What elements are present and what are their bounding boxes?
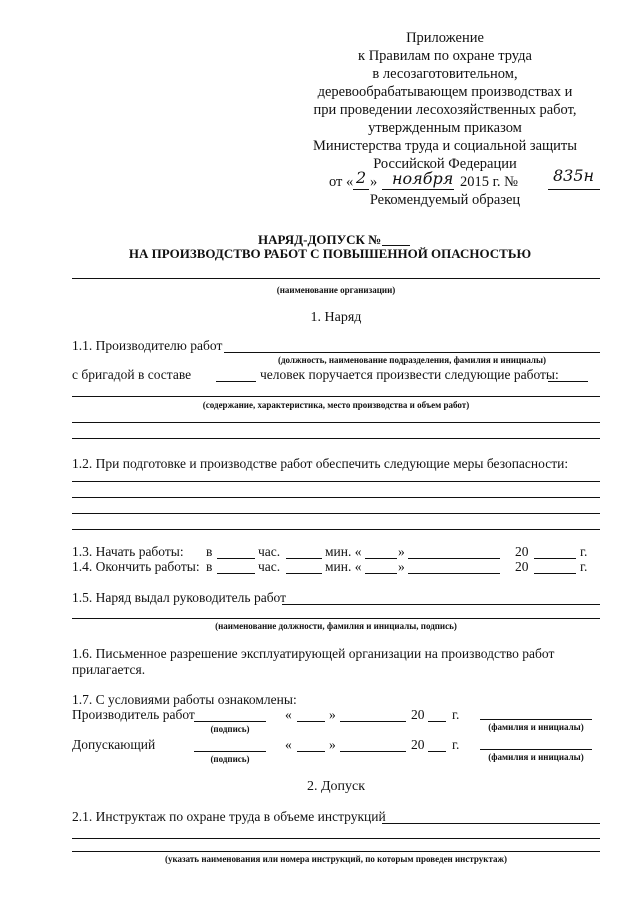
start-year-line <box>534 558 576 559</box>
end-hours-line <box>217 573 255 574</box>
start-day-close: » <box>398 544 405 559</box>
appendix-line-4: деревообрабатывающем производствах и <box>317 84 573 100</box>
end-minutes-label: мин. « <box>325 559 362 574</box>
start-hours-line <box>217 558 255 559</box>
admitter-date-open: « <box>285 737 292 752</box>
item-1-6-line-2: прилагается. <box>72 662 146 677</box>
works-line-3 <box>72 438 600 439</box>
item-1-1-label: 1.1. Производителю работ <box>72 338 223 353</box>
appendix-date-day-line <box>353 189 369 190</box>
safety-line-4 <box>72 529 600 530</box>
admitter-year-label: 20 <box>411 737 425 752</box>
producer-details-caption: (должность, наименование подразделения, фамилия и инициалы) <box>278 355 546 365</box>
admitter-name-line <box>480 749 592 750</box>
appendix-order-number: 835н <box>553 166 595 185</box>
end-year-label: 20 <box>515 559 529 574</box>
appendix-line-8: Российской Федерации <box>373 156 517 172</box>
start-year-label: 20 <box>515 544 529 559</box>
brigade-works-line <box>548 381 588 382</box>
appendix-line-6: утвержденным приказом <box>368 120 522 136</box>
title-line-1: НАРЯД-ДОПУСК № <box>258 232 382 247</box>
end-day-line <box>365 573 397 574</box>
end-minutes-line <box>286 573 322 574</box>
org-name-caption: (наименование организации) <box>276 285 396 295</box>
section-2-heading: 2. Допуск <box>306 779 366 794</box>
start-in: в <box>206 544 213 559</box>
start-day-line <box>365 558 397 559</box>
admitter-month-line <box>340 751 406 752</box>
org-name-line <box>72 278 600 279</box>
appendix-date-year: 2015 г. № <box>460 174 519 190</box>
producer-year-label: 20 <box>411 707 425 722</box>
producer-signature-caption: (подпись) <box>210 724 250 734</box>
producer-date-open: « <box>285 707 292 722</box>
producer-month-line <box>340 721 406 722</box>
issuer-caption: (наименование должности, фамилия и инициалы, подпись) <box>215 621 457 631</box>
instructions-line-2 <box>72 838 600 839</box>
start-hours-label: час. <box>258 544 281 559</box>
section-1-heading: 1. Наряд <box>310 310 362 325</box>
producer-label: Производитель работ <box>72 707 195 722</box>
admitter-label: Допускающий <box>72 737 156 752</box>
admitter-date-close: » <box>329 737 336 752</box>
start-minutes-line <box>286 558 322 559</box>
end-month-line <box>408 573 500 574</box>
producer-details-line <box>224 352 600 353</box>
instructions-caption: (указать наименования или номера инструкций, по которым проведен инструктаж) <box>164 854 508 864</box>
appendix-line-7: Министерства труда и социальной защиты <box>312 138 578 154</box>
start-month-line <box>408 558 500 559</box>
brigade-count-line <box>216 381 256 382</box>
end-g: г. <box>580 559 588 574</box>
appendix-order-number-line <box>548 189 600 190</box>
works-caption: (содержание, характеристика, место производства и объем работ) <box>202 400 470 410</box>
appendix-date-month: ноября <box>392 169 454 188</box>
appendix-line-2: к Правилам по охране труда <box>358 48 532 64</box>
brigade-prefix: с бригадой в составе <box>72 367 192 382</box>
admitter-signature-line <box>194 751 266 752</box>
sample-note: Рекомендуемый образец <box>369 192 521 208</box>
safety-line-3 <box>72 513 600 514</box>
end-day-close: » <box>398 559 405 574</box>
producer-name-line <box>480 719 592 720</box>
works-line-1 <box>72 396 600 397</box>
end-year-line <box>534 573 576 574</box>
safety-line-1 <box>72 481 600 482</box>
item-2-1-label: 2.1. Инструктаж по охране труда в объеме инструкций <box>72 809 386 824</box>
admitter-g: г. <box>452 737 460 752</box>
title-line-2: НА ПРОИЗВОДСТВО РАБОТ С ПОВЫШЕННОЙ ОПАСНОСТЬЮ <box>128 246 532 261</box>
appendix-line-5: при проведении лесохозяйственных работ, <box>313 102 577 118</box>
appendix-date-day: 2 <box>356 168 367 187</box>
end-hours-label: час. <box>258 559 281 574</box>
appendix-date-mid: » <box>370 174 378 190</box>
admitter-signature-caption: (подпись) <box>210 754 250 764</box>
producer-signature-line <box>194 721 266 722</box>
item-1-2-label: 1.2. При подготовке и производстве работ обеспечить следующие меры безопасности: <box>72 456 569 471</box>
admitter-day-line <box>297 751 325 752</box>
instructions-line-3 <box>72 851 600 852</box>
issuer-line-2 <box>72 618 600 619</box>
item-1-7-label: 1.7. С условиями работы ознакомлены: <box>72 692 297 707</box>
producer-day-line <box>297 721 325 722</box>
item-1-5-label: 1.5. Наряд выдал руководитель работ <box>72 590 287 605</box>
start-minutes-label: мин. « <box>325 544 362 559</box>
appendix-line-1: Приложение <box>406 30 484 46</box>
producer-date-close: » <box>329 707 336 722</box>
item-1-3-label: 1.3. Начать работы: <box>72 544 184 559</box>
producer-year-line <box>428 721 446 722</box>
item-1-6-line-1: 1.6. Письменное разрешение эксплуатирующей организации на производство работ <box>72 646 555 661</box>
appendix-line-3: в лесозаготовительном, <box>372 66 518 82</box>
producer-g: г. <box>452 707 460 722</box>
producer-name-caption: (фамилия и инициалы) <box>488 722 584 732</box>
safety-line-2 <box>72 497 600 498</box>
issuer-line-1 <box>282 604 600 605</box>
works-line-2 <box>72 422 600 423</box>
start-g: г. <box>580 544 588 559</box>
item-1-4-label: 1.4. Окончить работы: <box>72 559 200 574</box>
appendix-date-month-line <box>382 189 454 190</box>
end-in: в <box>206 559 213 574</box>
instructions-line-1 <box>382 823 600 824</box>
brigade-suffix: человек поручается произвести следующие работы: <box>260 367 559 382</box>
admitter-name-caption: (фамилия и инициалы) <box>488 752 584 762</box>
appendix-date-prefix: от « <box>329 174 354 190</box>
admitter-year-line <box>428 751 446 752</box>
